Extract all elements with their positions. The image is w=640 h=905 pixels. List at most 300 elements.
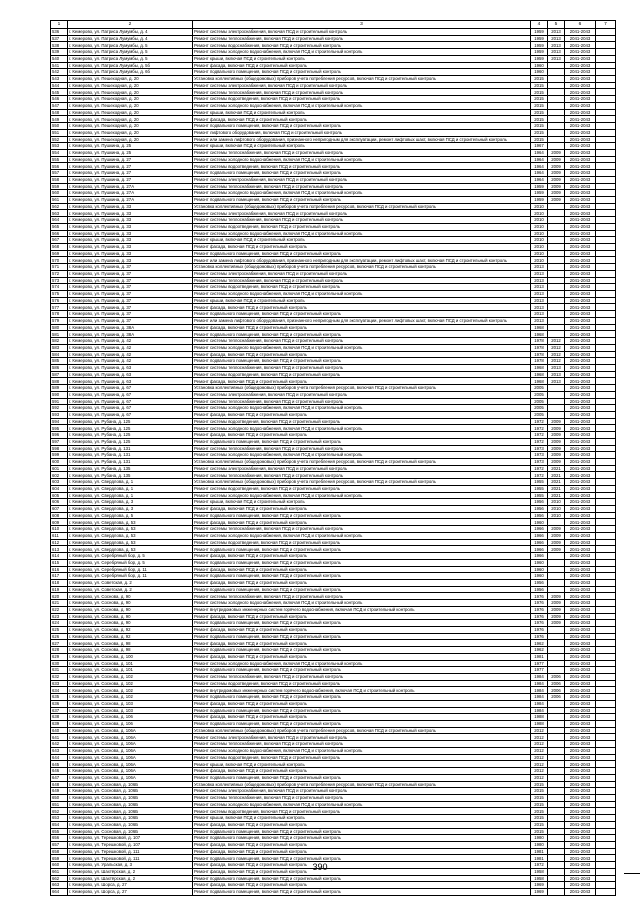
planned-period-cell: 2041-2043 [565,512,596,519]
last-repair-year-cell [548,626,565,633]
row-number-cell: 626 [51,633,68,640]
table-row [51,815,616,822]
table-row [51,344,616,351]
work-type-cell: Ремонт системы электроснабжения, включая ПСД и строительный контроль [193,82,531,89]
note-cell [596,136,616,143]
build-year-cell: 1973 [531,445,548,452]
last-repair-year-cell [548,116,565,123]
work-type-cell: Ремонт системы электроснабжения, включая ПСД и строительный контроль [193,734,531,741]
address-cell: г. Кемерово, ул. Пешеходная, д. 20 [68,136,193,143]
works-table-sheet [50,20,615,896]
last-repair-year-cell: 2012 [548,351,565,358]
note-cell [596,727,616,734]
work-type-cell: Ремонт или замена лифтового оборудования, признанного непригодным для эксплуатации, ремонт лифтовых шахт, включая ПСД и строительный контроль [193,317,531,324]
build-year-cell: 1972 [531,862,548,869]
note-cell [596,324,616,331]
work-type-cell: Ремонт системы холодного водоснабжения, включая ПСД и строительный контроль [193,156,531,163]
note-cell [596,82,616,89]
work-type-cell: Установка коллективных (общедомовых) приборов учета потребления ресурсов, включая ПСД и строительный контроль [193,264,531,271]
row-number-cell: 565 [51,223,68,230]
planned-period-cell: 2041-2043 [565,882,596,889]
last-repair-year-cell [548,244,565,251]
last-repair-year-cell [548,707,565,714]
address-cell: г. Кемерово, ул. Пешеходная, д. 20 [68,116,193,123]
row-number-cell: 643 [51,747,68,754]
build-year-cell: 1984 [531,700,548,707]
address-cell: г. Кемерово, ул. Пушкина, д. 27 [68,156,193,163]
planned-period-cell: 2041-2043 [565,391,596,398]
last-repair-year-cell: 2013 [548,55,565,62]
row-number-cell: 620 [51,593,68,600]
build-year-cell: 1960 [531,559,548,566]
note-cell [596,29,616,36]
work-type-cell: Ремонт или замена лифтового оборудования, признанного непригодным для эксплуатации, ремонт лифтовых шахт, включая ПСД и строительный контроль [193,257,531,264]
note-cell [596,338,616,345]
table-row [51,741,616,748]
table-row [51,586,616,593]
last-repair-year-cell: 2012 [548,358,565,365]
note-cell [596,519,616,526]
build-year-cell: 1968 [531,324,548,331]
last-repair-year-cell [548,815,565,822]
table-row [51,331,616,338]
row-number-cell: 555 [51,156,68,163]
build-year-cell: 2015 [531,129,548,136]
build-year-cell: 1959 [531,35,548,42]
work-type-cell: Ремонт фасада, включая ПСД и строительный контроль [193,626,531,633]
build-year-cell: 2015 [531,82,548,89]
table-row [51,277,616,284]
last-repair-year-cell [548,633,565,640]
build-year-cell: 1959 [531,29,548,36]
last-repair-year-cell: 2009 [548,532,565,539]
planned-period-cell: 2041-2043 [565,49,596,56]
last-repair-year-cell [548,640,565,647]
build-year-cell: 2010 [531,244,548,251]
last-repair-year-cell: 2009 [548,156,565,163]
table-row [51,385,616,392]
table-row [51,358,616,365]
last-repair-year-cell [548,741,565,748]
planned-period-cell: 2041-2043 [565,841,596,848]
work-type-cell: Ремонт фасада, включая ПСД и строительный контроль [193,519,531,526]
build-year-cell: 1969 [531,889,548,896]
row-number-cell: 575 [51,291,68,298]
row-number-cell: 563 [51,210,68,217]
work-type-cell: Ремонт системы электроснабжения, включая ПСД и строительный контроль [193,176,531,183]
last-repair-year-cell: 2006 [548,687,565,694]
row-number-cell: 578 [51,311,68,318]
row-number-cell: 549 [51,116,68,123]
planned-period-cell: 2041-2043 [565,331,596,338]
build-year-cell: 1976 [531,593,548,600]
note-cell [596,163,616,170]
note-cell [596,223,616,230]
table-row [51,196,616,203]
last-repair-year-cell: 2021 [548,492,565,499]
last-repair-year-cell [548,331,565,338]
note-cell [596,55,616,62]
build-year-cell: 1984 [531,680,548,687]
work-type-cell: Ремонт системы электроснабжения, включая ПСД и строительный контроль [193,210,531,217]
address-cell: г. Кемерово, ул. Соснова, д. 90 [68,593,193,600]
work-type-cell: Ремонт подвального помещения, включая ПСД и строительный контроль [193,667,531,674]
note-cell [596,170,616,177]
work-type-cell: Ремонт системы холодного водоснабжения, включая ПСД и строительный контроль [193,190,531,197]
last-repair-year-cell [548,223,565,230]
address-cell: г. Кемерово, ул. Рубана, д. 131 [68,452,193,459]
work-type-cell: Ремонт системы электроснабжения, включая ПСД и строительный контроль [193,391,531,398]
note-cell [596,270,616,277]
row-number-cell: 584 [51,351,68,358]
last-repair-year-cell [548,559,565,566]
last-repair-year-cell [548,398,565,405]
work-type-cell: Ремонт подвального помещения, включая ПСД и строительный контроль [193,835,531,842]
row-number-cell: 586 [51,364,68,371]
table-row [51,674,616,681]
row-number-cell: 551 [51,129,68,136]
address-cell: г. Кемерово, ул. Пушкина, д. 67 [68,398,193,405]
last-repair-year-cell [548,237,565,244]
build-year-cell: 1978 [531,351,548,358]
work-type-cell: Ремонт крыши, включая ПСД и строительный контроль [193,815,531,822]
planned-period-cell: 2041-2043 [565,700,596,707]
table-row [51,364,616,371]
address-cell: г. Кемерово, ул. Пушкина, д. 37 [68,277,193,284]
address-cell: г. Кемерово, ул. Пушкина, д. 67 [68,391,193,398]
build-year-cell: 2015 [531,96,548,103]
address-cell: г. Кемерово, ул. Рубана, д. 125 [68,432,193,439]
note-cell [596,794,616,801]
note-cell [596,96,616,103]
work-type-cell: Ремонт фасада, включая ПСД и строительный контроль [193,579,531,586]
row-number-cell: 582 [51,338,68,345]
planned-period-cell: 2041-2043 [565,633,596,640]
work-type-cell: Ремонт системы холодного водоснабжения, включая ПСД и строительный контроль [193,452,531,459]
row-number-cell: 546 [51,96,68,103]
work-type-cell: Ремонт подвального помещения, включая ПСД и строительный контроль [193,512,531,519]
build-year-cell: 1962 [531,640,548,647]
note-cell [596,405,616,412]
note-cell [596,143,616,150]
work-type-cell: Ремонт фасада, включая ПСД и строительный контроль [193,868,531,875]
last-repair-year-cell [548,821,565,828]
table-row [51,606,616,613]
row-number-cell: 618 [51,579,68,586]
work-type-cell: Ремонт системы водоотведения, включая ПСД и строительный контроль [193,223,531,230]
work-type-cell: Ремонт системы холодного водоснабжения, включая ПСД и строительный контроль [193,291,531,298]
address-cell: г. Кемерово, ул. Соснова, д. 106А [68,754,193,761]
build-year-cell: 1976 [531,626,548,633]
last-repair-year-cell [548,653,565,660]
work-type-cell: Ремонт подвального помещения, включая ПСД и строительный контроль [193,647,531,654]
build-year-cell: 2013 [531,297,548,304]
table-row [51,781,616,788]
note-cell [596,76,616,83]
row-number-cell: 658 [51,848,68,855]
row-number-cell: 595 [51,425,68,432]
build-year-cell: 2010 [531,230,548,237]
table-row [51,808,616,815]
column-number: 3 [193,21,531,29]
address-cell: г. Кемерово, ул. Пушкина, д. 27А [68,183,193,190]
row-number-cell: 656 [51,835,68,842]
row-number-cell: 647 [51,774,68,781]
last-repair-year-cell [548,660,565,667]
planned-period-cell: 2041-2043 [565,835,596,842]
planned-period-cell: 2041-2043 [565,593,596,600]
row-number-cell: 547 [51,102,68,109]
build-year-cell: 1959 [531,49,548,56]
last-repair-year-cell [548,848,565,855]
note-cell [596,364,616,371]
table-header [51,21,616,29]
address-cell: г. Кемерово, ул. Пушкина, д. 38А [68,331,193,338]
planned-period-cell: 2041-2043 [565,465,596,472]
table-row [51,291,616,298]
note-cell [596,761,616,768]
planned-period-cell: 2041-2043 [565,438,596,445]
table-row [51,761,616,768]
address-cell: г. Кемерово, ул. Соснова, д. 103 [68,700,193,707]
planned-period-cell: 2041-2043 [565,747,596,754]
table-row [51,768,616,775]
planned-period-cell: 2041-2043 [565,304,596,311]
note-cell [596,579,616,586]
work-type-cell: Ремонт подвального помещения, включая ПСД и строительный контроль [193,170,531,177]
planned-period-cell: 2041-2043 [565,338,596,345]
address-cell: г. Кемерово, ул. Соснова, д. 106А [68,741,193,748]
address-cell: г. Кемерово, ул. Пушкина, д. 37 [68,311,193,318]
planned-period-cell: 2041-2043 [565,385,596,392]
planned-period-cell: 2041-2043 [565,136,596,143]
build-year-cell: 1977 [531,660,548,667]
planned-period-cell: 2041-2043 [565,291,596,298]
last-repair-year-cell [548,835,565,842]
work-type-cell: Ремонт подвального помещения, включая ПСД и строительный контроль [193,573,531,580]
last-repair-year-cell [548,579,565,586]
last-repair-year-cell [548,311,565,318]
build-year-cell: 1959 [531,196,548,203]
row-number-cell: 568 [51,244,68,251]
planned-period-cell: 2041-2043 [565,714,596,721]
last-repair-year-cell [548,291,565,298]
last-repair-year-cell [548,700,565,707]
build-year-cell: 1959 [531,55,548,62]
build-year-cell: 1984 [531,687,548,694]
address-cell: г. Кемерово, ул. Терешковой, д. 111 [68,855,193,862]
address-cell: г. Кемерово, ул. Пушкина, д. 67 [68,405,193,412]
work-type-cell: Ремонт подвального помещения, включая ПСД и строительный контроль [193,721,531,728]
row-number-cell: 637 [51,707,68,714]
table-row [51,170,616,177]
row-number-cell: 610 [51,526,68,533]
note-cell [596,358,616,365]
address-cell: г. Кемерово, ул. Соснова, д. 98 [68,647,193,654]
planned-period-cell: 2041-2043 [565,613,596,620]
address-cell: г. Кемерово, ул. Пушкина, д. 33 [68,244,193,251]
address-cell: г. Кемерово, ул. Шахтёрская, д. 2 [68,868,193,875]
work-type-cell: Ремонт фасада, включая ПСД и строительный контроль [193,506,531,513]
work-type-cell: Ремонт системы холодного водоснабжения, включая ПСД и строительный контроль [193,102,531,109]
build-year-cell: 1960 [531,566,548,573]
row-number-cell: 659 [51,855,68,862]
address-cell: г. Кемерово, ул. Свердлова, д. 1 [68,479,193,486]
address-cell: г. Кемерово, ул. Пушкина, д. 37 [68,317,193,324]
table-row [51,506,616,513]
table-row [51,405,616,412]
row-number-cell: 639 [51,721,68,728]
last-repair-year-cell: 2009 [548,546,565,553]
last-repair-year-cell [548,317,565,324]
row-number-cell: 561 [51,196,68,203]
work-type-cell: Установка коллективных (общедомовых) приборов учета потребления ресурсов, включая ПСД и строительный контроль [193,781,531,788]
row-number-cell: 577 [51,304,68,311]
note-cell [596,418,616,425]
address-cell: г. Кемерово, ул. Сосновая, д. 106Б [68,794,193,801]
build-year-cell: 2015 [531,815,548,822]
table-row [51,96,616,103]
address-cell: г. Кемерово, ул. Соснова, д. 106А [68,774,193,781]
work-type-cell: Ремонт фасада, включая ПСД и строительный контроль [193,640,531,647]
last-repair-year-cell [548,754,565,761]
capital-repair-works-table [50,20,616,896]
address-cell: г. Кемерово, ул. Сосновая, д. 106Б [68,808,193,815]
planned-period-cell: 2041-2043 [565,741,596,748]
planned-period-cell: 2041-2043 [565,674,596,681]
last-repair-year-cell: 2009 [548,149,565,156]
row-number-cell: 633 [51,680,68,687]
note-cell [596,89,616,96]
work-type-cell: Ремонт системы теплоснабжения, включая ПСД и строительный контроль [193,89,531,96]
build-year-cell: 1972 [531,425,548,432]
note-cell [596,694,616,701]
planned-period-cell: 2041-2043 [565,55,596,62]
table-row [51,143,616,150]
row-number-cell: 570 [51,257,68,264]
build-year-cell: 2010 [531,237,548,244]
row-number-cell: 571 [51,264,68,271]
build-year-cell: 1966 [531,526,548,533]
table-row [51,774,616,781]
table-row [51,727,616,734]
last-repair-year-cell [548,761,565,768]
build-year-cell: 1960 [531,573,548,580]
build-year-cell: 1962 [531,647,548,654]
table-row [51,465,616,472]
row-number-cell: 545 [51,89,68,96]
planned-period-cell: 2041-2043 [565,499,596,506]
build-year-cell: 1956 [531,586,548,593]
planned-period-cell: 2041-2043 [565,707,596,714]
work-type-cell: Ремонт лифтового оборудования, включая ПСД и строительный контроль [193,129,531,136]
work-type-cell: Установка коллективных (общедомовых) приборов учета потребления ресурсов, включая ПСД и строительный контроль [193,479,531,486]
table-row [51,55,616,62]
note-cell [596,190,616,197]
planned-period-cell: 2041-2043 [565,774,596,781]
row-number-cell: 614 [51,553,68,560]
row-number-cell: 611 [51,532,68,539]
last-repair-year-cell: 2013 [548,29,565,36]
table-row [51,371,616,378]
planned-period-cell: 2041-2043 [565,82,596,89]
note-cell [596,747,616,754]
address-cell: г. Кемерово, ул. Пушкина, д. 27 [68,170,193,177]
row-number-cell: 651 [51,801,68,808]
note-cell [596,123,616,130]
address-cell: г. Кемерово, ул. Свердлова, д. 53 [68,526,193,533]
note-cell [596,553,616,560]
table-row [51,889,616,896]
last-repair-year-cell [548,566,565,573]
build-year-cell: 2012 [531,768,548,775]
last-repair-year-cell [548,217,565,224]
note-cell [596,411,616,418]
build-year-cell: 2015 [531,116,548,123]
table-row [51,29,616,36]
planned-period-cell: 2041-2043 [565,378,596,385]
planned-period-cell: 2041-2043 [565,405,596,412]
column-number: 7 [596,21,616,29]
row-number-cell: 536 [51,29,68,36]
planned-period-cell: 2041-2043 [565,230,596,237]
row-number-cell: 583 [51,344,68,351]
build-year-cell: 2005 [531,385,548,392]
table-row [51,129,616,136]
work-type-cell: Ремонт системы теплоснабжения, включая ПСД и строительный контроль [193,364,531,371]
planned-period-cell: 2041-2043 [565,29,596,36]
last-repair-year-cell [548,324,565,331]
planned-period-cell: 2041-2043 [565,270,596,277]
last-repair-year-cell [548,264,565,271]
work-type-cell: Ремонт системы водоотведения, включая ПСД и строительный контроль [193,371,531,378]
address-cell: г. Кемерово, ул. Рубана, д. 135 [68,472,193,479]
planned-period-cell: 2041-2043 [565,694,596,701]
planned-period-cell: 2041-2043 [565,573,596,580]
note-cell [596,828,616,835]
row-number-cell: 581 [51,331,68,338]
table-row [51,855,616,862]
row-number-cell: 544 [51,82,68,89]
build-year-cell: 1972 [531,465,548,472]
planned-period-cell: 2041-2043 [565,506,596,513]
last-repair-year-cell [548,62,565,69]
planned-period-cell: 2041-2043 [565,425,596,432]
row-number-cell: 616 [51,566,68,573]
note-cell [596,640,616,647]
address-cell: г. Кемерово, ул. Соснова, д. 102 [68,687,193,694]
address-cell: г. Кемерово, ул. Патриса Лумумбы, д. 4 [68,29,193,36]
table-row [51,203,616,210]
planned-period-cell: 2041-2043 [565,492,596,499]
note-cell [596,781,616,788]
table-row [51,821,616,828]
build-year-cell: 1976 [531,606,548,613]
last-repair-year-cell [548,841,565,848]
row-number-cell: 627 [51,640,68,647]
note-cell [596,425,616,432]
note-cell [596,116,616,123]
table-row [51,270,616,277]
row-number-cell: 648 [51,781,68,788]
address-cell: г. Кемерово, ул. Пушкина, д. 42 [68,358,193,365]
note-cell [596,653,616,660]
note-cell [596,156,616,163]
row-number-cell: 557 [51,170,68,177]
row-number-cell: 562 [51,203,68,210]
row-number-cell: 537 [51,35,68,42]
last-repair-year-cell [548,647,565,654]
